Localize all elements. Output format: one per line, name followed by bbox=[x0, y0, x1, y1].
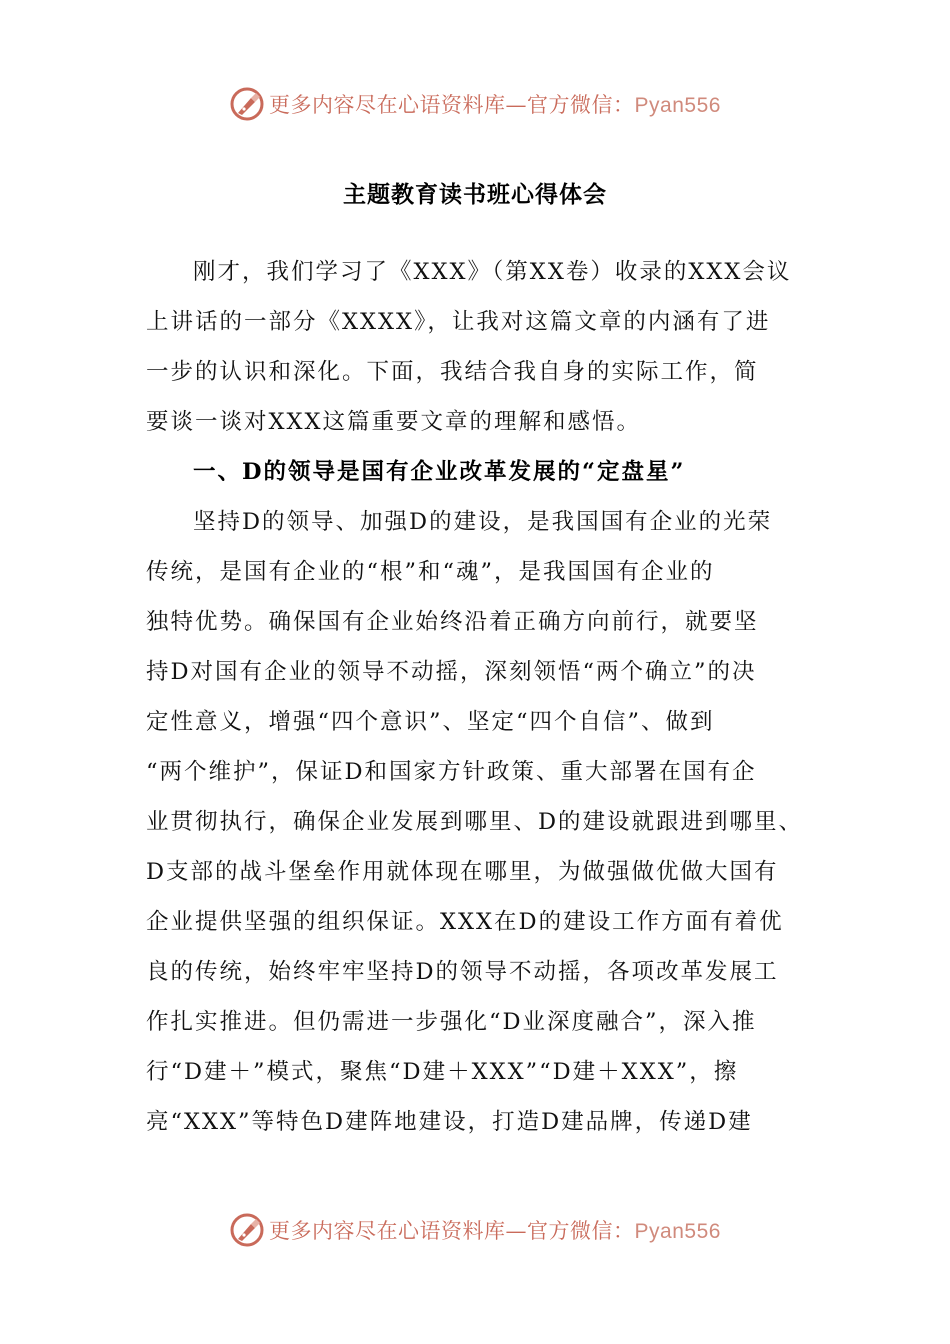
pen-nib-circle-icon bbox=[229, 86, 265, 122]
watermark-account: Pyan556 bbox=[634, 94, 721, 117]
watermark-banner-top bbox=[0, 82, 950, 126]
body-line: 行“D建＋”模式，聚焦“D建＋XXX”“D建＋XXX”，擦 bbox=[146, 1059, 739, 1085]
watermark-text bbox=[269, 89, 721, 119]
body-line: 一步的认识和深化。下面，我结合我自身的实际工作，简 bbox=[146, 359, 759, 385]
document-body bbox=[146, 247, 826, 1147]
body-line: “两个维护”，保证D和国家方针政策、重大部署在国有企 bbox=[146, 759, 757, 785]
body-line: 企业提供坚强的组织保证。XXX在D的建设工作方面有着优 bbox=[146, 909, 784, 935]
body-line: 坚持D的领导、加强D的建设，是我国国有企业的光荣 bbox=[193, 509, 773, 535]
document-title: 主题教育读书班心得体会 bbox=[343, 181, 607, 208]
watermark-text bbox=[269, 1215, 721, 1245]
body-line: 刚才，我们学习了《XXX》（第XX卷）收录的XXX会议 bbox=[193, 259, 792, 285]
watermark-account: Pyan556 bbox=[634, 1220, 721, 1243]
watermark-site-text: 更多内容尽在心语资料库—官方微信： bbox=[269, 93, 635, 117]
body-line: 要谈一谈对XXX这篇重要文章的理解和感悟。 bbox=[146, 409, 642, 435]
body-line: 上讲话的一部分《XXXX》，让我对这篇文章的内涵有了进 bbox=[146, 309, 771, 335]
body-line: 良的传统，始终牢牢坚持D的领导不动摇，各项改革发展工 bbox=[146, 959, 779, 985]
body-line: 持D对国有企业的领导不动摇，深刻领悟“两个确立”的决 bbox=[146, 659, 757, 685]
pen-nib-circle-icon bbox=[229, 1212, 265, 1248]
body-line: 传统，是国有企业的“根”和“魂”，是我国国有企业的 bbox=[146, 559, 715, 585]
body-line: 定性意义，增强“四个意识”、坚定“四个自信”、做到 bbox=[146, 709, 715, 735]
body-line: 亮“XXX”等特色D建阵地建设，打造D建品牌，传递D建 bbox=[146, 1109, 753, 1135]
body-line: 独特优势。确保国有企业始终沿着正确方向前行，就要坚 bbox=[146, 609, 759, 635]
body-line: 业贯彻执行，确保企业发展到哪里、D的建设就跟进到哪里、 bbox=[146, 809, 804, 835]
section-heading: 一、D的领导是国有企业改革发展的“定盘星” bbox=[193, 459, 686, 485]
watermark-site-text: 更多内容尽在心语资料库—官方微信： bbox=[269, 1219, 635, 1243]
body-line: 作扎实推进。但仍需进一步强化“D业深度融合”，深入推 bbox=[146, 1009, 757, 1035]
watermark-banner-bottom bbox=[0, 1208, 950, 1252]
body-line: D支部的战斗堡垒作用就体现在哪里，为做强做优做大国有 bbox=[146, 859, 779, 885]
